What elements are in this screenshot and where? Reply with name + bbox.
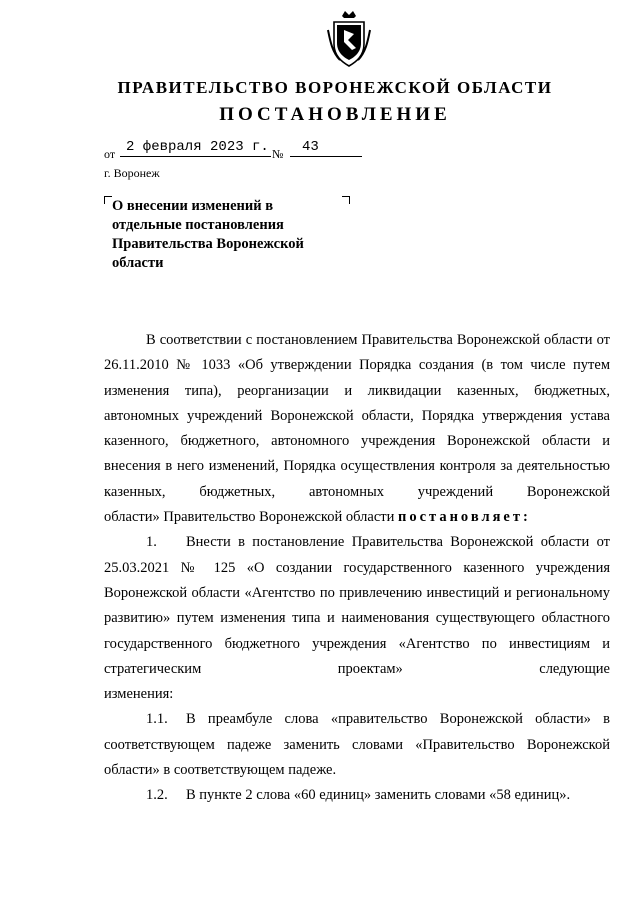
item-1-last-text: изменения: xyxy=(104,686,174,703)
item-1-last-line xyxy=(104,682,610,707)
number-value: 43 xyxy=(290,138,362,157)
item-1-1-last-text: области» в соответствующем падеже. xyxy=(104,762,337,779)
date-value: 2 февраля 2023 г. xyxy=(120,138,271,157)
subject-bracket-right xyxy=(342,196,350,204)
preamble-last-line xyxy=(104,505,610,530)
preamble-paragraph xyxy=(104,328,610,505)
document-subject: О внесении изменений в отдельные постановления Правительства Воронежской области xyxy=(112,198,304,271)
date-prefix: от xyxy=(104,147,116,161)
item-1-1-number: 1.1. xyxy=(146,711,168,728)
city-label: г. Воронеж xyxy=(104,166,160,180)
resolves-word: постановляет: xyxy=(397,509,531,526)
item-1-2-paragraph xyxy=(104,783,610,808)
item-1-2-text: В пункте 2 слова «60 единиц» заменить словами «58 единиц». xyxy=(186,787,571,804)
item-1-1-text: В преамбуле слова «правительство Воронежской области» в соответствующем падеже заменить словами «Правительство Воронежской xyxy=(104,711,610,753)
item-1-2-number: 1.2. xyxy=(146,787,168,804)
document-body xyxy=(104,328,610,809)
subject-bracket-left xyxy=(104,196,112,204)
preamble-text: В соответствии с постановлением Правительства Воронежской области от 26.11.2010 № 1033 «Об утверждении Порядка создания (в том числе путем изменения типа), реорганизации и ликвидации казенных, бюджетных, автономных учреждений Воронежской области, Порядка утверждения устава казенного, бюджетного, автономного учреждения Воронежской области и внесения в него изменений, Порядка осуществления контроля за деятельностью казенных, бюджетных, автономных учреждений Воронежской xyxy=(104,332,610,500)
document-type: ПОСТАНОВЛЕНИЕ xyxy=(219,104,451,125)
item-1-text: Внести в постановление Правительства Воронежской области от 25.03.2021 № 125 «О создании государственного казенного учреждения Воронежской области «Агентство по привлечению инвестиций и региональному развитию» путем изменения типа и наименования существующего областного государственного бюджетного учреждения «Агентство по инвестициям и стратегическим проектам» следующие xyxy=(104,534,610,677)
item-1-1-last-line xyxy=(104,758,610,783)
item-1-paragraph xyxy=(104,530,610,682)
item-1-1-paragraph xyxy=(104,707,610,758)
coat-of-arms-emblem xyxy=(324,10,374,70)
number-prefix: № xyxy=(272,147,284,161)
organization-title: ПРАВИТЕЛЬСТВО ВОРОНЕЖСКОЙ ОБЛАСТИ xyxy=(117,78,553,97)
preamble-last-text: области» Правительство Воронежской области xyxy=(104,509,395,526)
item-1-number: 1. xyxy=(146,534,157,551)
